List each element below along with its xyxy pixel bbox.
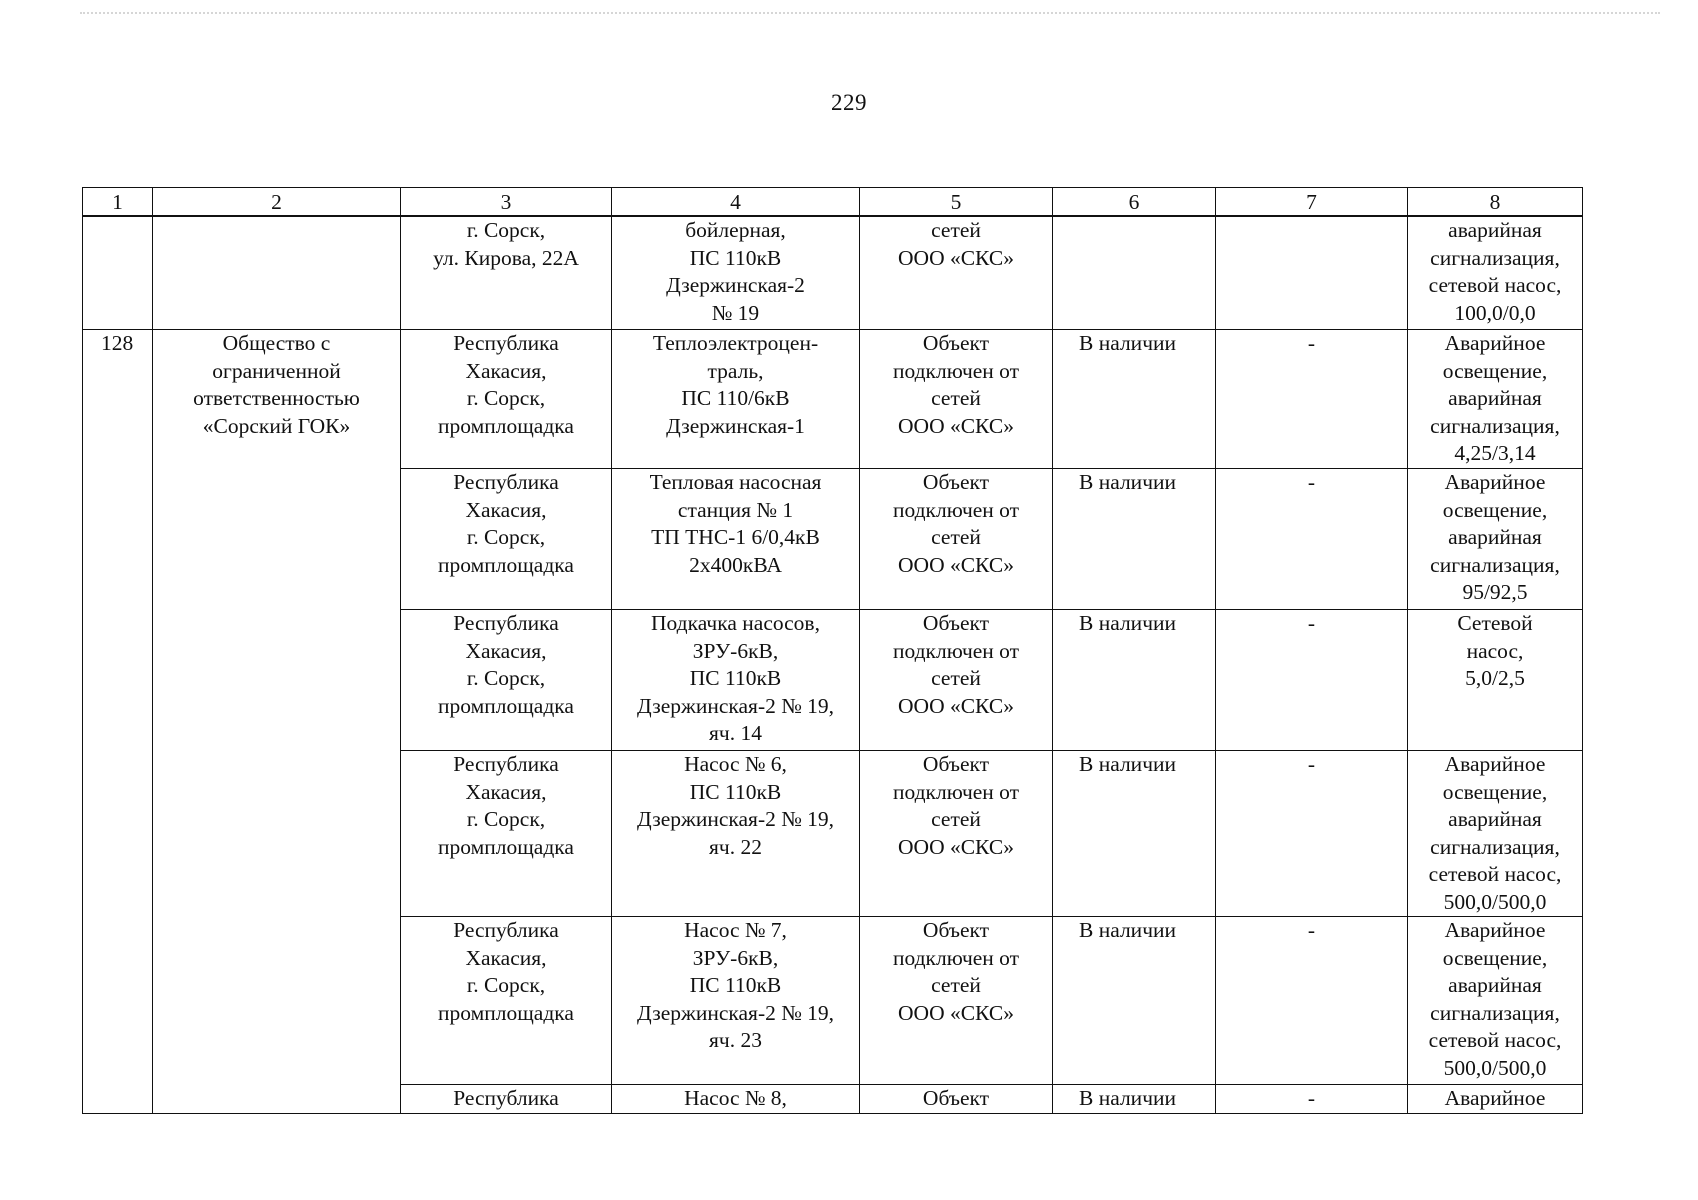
cell-equipment: Аварийное освещение, аварийная сигнализация, сетевой насос, 500,0/500,0 [1408, 917, 1583, 1085]
cell-number [83, 216, 153, 330]
cell-address: Республика Хакасия, г. Сорск, промплощадка [401, 610, 612, 751]
column-header-4: 4 [612, 188, 860, 217]
cell-address: Республика Хакасия, г. Сорск, промплощадка [401, 469, 612, 610]
table-row-continuation [83, 216, 1583, 330]
column-header-2: 2 [153, 188, 401, 217]
cell-connection: Объект подключен от сетей ООО «СКС» [860, 469, 1053, 610]
cell-connection: Объект подключен от сетей ООО «СКС» [860, 330, 1053, 469]
cell-availability: В наличии [1053, 330, 1216, 469]
cell-equipment: Аварийное [1408, 1085, 1583, 1114]
energy-objects-table [82, 187, 1583, 1114]
cell-object: Подкачка насосов, ЗРУ-6кВ, ПС 110кВ Дзержинская-2 № 19, яч. 14 [612, 610, 860, 751]
cell-col7 [1216, 216, 1408, 330]
cell-address: Республика Хакасия, г. Сорск, промплощадка [401, 330, 612, 469]
cell-col7: - [1216, 1085, 1408, 1114]
scan-edge-artifact [80, 12, 1660, 16]
cell-address: Республика Хакасия, г. Сорск, промплощадка [401, 917, 612, 1085]
cell-equipment: Сетевой насос, 5,0/2,5 [1408, 610, 1583, 751]
cell-connection: Объект [860, 1085, 1053, 1114]
column-header-8: 8 [1408, 188, 1583, 217]
cell-connection: Объект подключен от сетей ООО «СКС» [860, 751, 1053, 917]
cell-object: Насос № 7, ЗРУ-6кВ, ПС 110кВ Дзержинская-2 № 19, яч. 23 [612, 917, 860, 1085]
table-row [83, 330, 1583, 469]
cell-address: Республика [401, 1085, 612, 1114]
cell-object: бойлерная, ПС 110кВ Дзержинская-2 № 19 [612, 216, 860, 330]
cell-availability: В наличии [1053, 469, 1216, 610]
cell-entry-organization: Общество с ограниченной ответственностью «Сорский ГОК» [153, 330, 401, 1114]
column-header-1: 1 [83, 188, 153, 217]
cell-availability: В наличии [1053, 751, 1216, 917]
column-header-3: 3 [401, 188, 612, 217]
cell-address: г. Сорск, ул. Кирова, 22А [401, 216, 612, 330]
cell-availability: В наличии [1053, 610, 1216, 751]
cell-equipment: Аварийное освещение, аварийная сигнализация, 4,25/3,14 [1408, 330, 1583, 469]
column-header-7: 7 [1216, 188, 1408, 217]
page-number: 229 [831, 90, 867, 115]
cell-col7: - [1216, 330, 1408, 469]
cell-organization [153, 216, 401, 330]
cell-col7: - [1216, 469, 1408, 610]
cell-equipment: Аварийное освещение, аварийная сигнализация, сетевой насос, 500,0/500,0 [1408, 751, 1583, 917]
column-header-6: 6 [1053, 188, 1216, 217]
column-header-5: 5 [860, 188, 1053, 217]
cell-availability: В наличии [1053, 917, 1216, 1085]
cell-availability: В наличии [1053, 1085, 1216, 1114]
cell-object: Тепловая насосная станция № 1 ТП ТНС-1 6/0,4кВ 2х400кВА [612, 469, 860, 610]
cell-object: Насос № 8, [612, 1085, 860, 1114]
cell-address: Республика Хакасия, г. Сорск, промплощадка [401, 751, 612, 917]
cell-object: Насос № 6, ПС 110кВ Дзержинская-2 № 19, яч. 22 [612, 751, 860, 917]
cell-col7: - [1216, 751, 1408, 917]
column-number-row [83, 188, 1583, 217]
cell-equipment: Аварийное освещение, аварийная сигнализация, 95/92,5 [1408, 469, 1583, 610]
cell-availability [1053, 216, 1216, 330]
cell-col7: - [1216, 610, 1408, 751]
cell-entry-number: 128 [83, 330, 153, 1114]
cell-connection: сетей ООО «СКС» [860, 216, 1053, 330]
cell-object: Теплоэлектроцен- траль, ПС 110/6кВ Дзержинская-1 [612, 330, 860, 469]
cell-connection: Объект подключен от сетей ООО «СКС» [860, 917, 1053, 1085]
cell-equipment: аварийная сигнализация, сетевой насос, 100,0/0,0 [1408, 216, 1583, 330]
cell-connection: Объект подключен от сетей ООО «СКС» [860, 610, 1053, 751]
cell-col7: - [1216, 917, 1408, 1085]
